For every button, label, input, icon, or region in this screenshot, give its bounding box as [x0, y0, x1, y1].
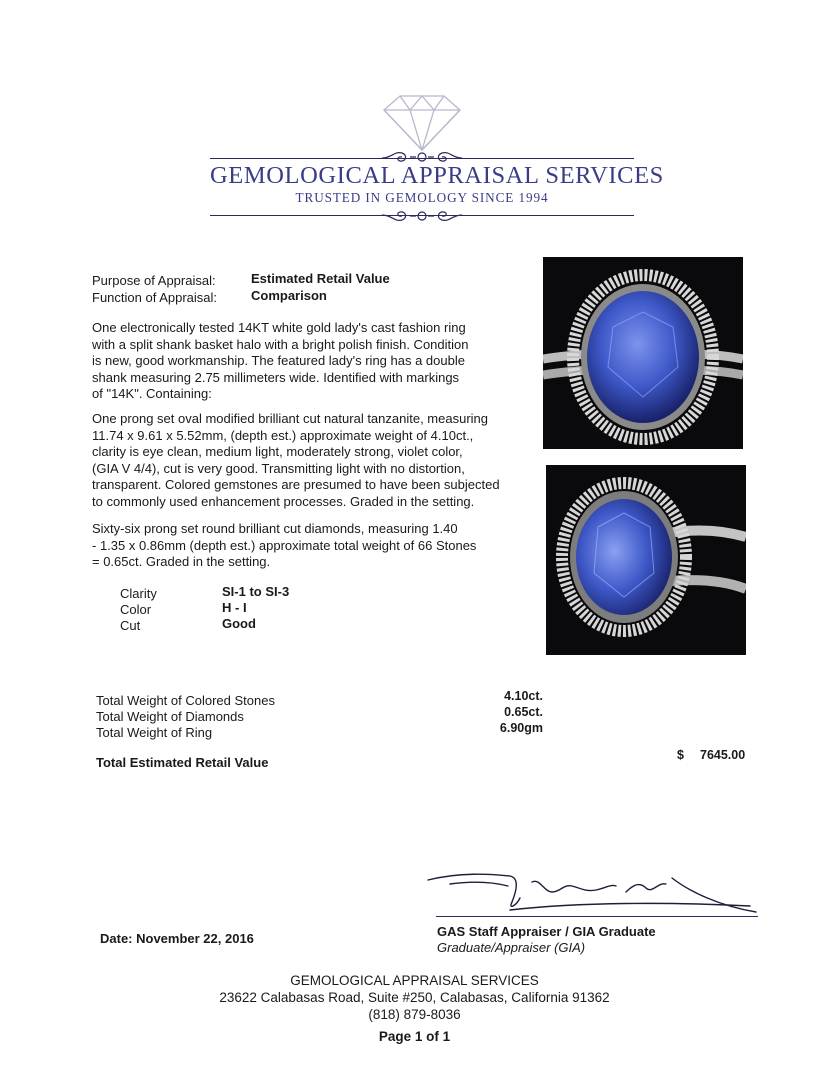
page-number: Page 1 of 1 — [378, 1029, 451, 1044]
company-tagline: TRUSTED IN GEMOLOGY SINCE 1994 — [295, 190, 549, 205]
appraiser-subtitle: Graduate/Appraiser (GIA) — [437, 940, 586, 955]
diamond-description — [92, 521, 532, 571]
company-name: GEMOLOGICAL APPRAISAL SERVICES — [210, 162, 664, 189]
description-line: Sixty-six prong set round brilliant cut diamonds, measuring 1.40 — [92, 521, 458, 536]
total-colored-stones-label: Total Weight of Colored Stones — [96, 693, 275, 708]
grading-label-color: Color — [120, 602, 152, 617]
description-line: One electronically tested 14KT white gold lady's cast fashion ring — [92, 320, 466, 335]
description-line: - 1.35 x 0.86mm (depth est.) approximate total weight of 66 Stones — [92, 537, 477, 553]
signature-line — [436, 916, 758, 917]
footer-address: 23622 Calabasas Road, Suite #250, Calabasas, California 91362 — [219, 990, 610, 1005]
footer-company: GEMOLOGICAL APPRAISAL SERVICES — [290, 973, 539, 988]
logo-diamond-icon — [380, 92, 464, 152]
purpose-value: Estimated Retail Value — [251, 271, 390, 286]
description-line: to commonly used enhancement processes. Graded in the setting. — [92, 493, 475, 509]
tanzanite-description — [92, 411, 532, 510]
description-line: shank measuring 2.75 millimeters wide. Identified with markings — [92, 369, 460, 385]
grading-value-color: H - I — [222, 600, 247, 615]
grading-label-clarity: Clarity — [120, 586, 157, 601]
purpose-label: Purpose of Appraisal: — [92, 273, 216, 288]
description-line: = 0.65ct. Graded in the setting. — [92, 554, 271, 569]
description-line: is new, good workmanship. The featured lady's ring has a double — [92, 353, 465, 368]
total-ring-weight-value: 6.90gm — [499, 721, 543, 735]
appraiser-title: GAS Staff Appraiser / GIA Graduate — [437, 924, 656, 939]
function-label: Function of Appraisal: — [92, 290, 218, 305]
grading-value-clarity: SI-1 to SI-3 — [222, 584, 290, 599]
total-diamonds-label: Total Weight of Diamonds — [96, 709, 244, 724]
grading-label-cut: Cut — [120, 618, 141, 633]
retail-amount: 7645.00 — [700, 748, 746, 762]
footer-phone: (818) 879-8036 — [368, 1007, 461, 1022]
description-line: One prong set oval modified brilliant cut natural tanzanite, measuring — [92, 411, 488, 426]
scroll-ornament-icon — [380, 207, 464, 225]
ring-photo-angled — [546, 465, 746, 655]
description-line: transparent. Colored gemstones are presumed to have been subjected — [92, 477, 500, 492]
appraisal-date: Date: November 22, 2016 — [100, 931, 254, 946]
description-line: 11.74 x 9.61 x 5.52mm, (depth est.) approximate weight of 4.10ct., — [92, 427, 474, 443]
grading-value-cut: Good — [222, 616, 256, 631]
retail-value-label: Total Estimated Retail Value — [96, 755, 269, 770]
ring-description — [92, 320, 532, 403]
description-line: with a split shank basket halo with a bright polish finish. Condition — [92, 336, 469, 352]
function-value: Comparison — [251, 288, 327, 303]
ring-photo-top — [543, 257, 743, 449]
description-line: of "14K". Containing: — [92, 386, 212, 401]
signature-icon — [420, 862, 760, 922]
retail-currency: $ — [677, 748, 684, 762]
total-ring-weight-label: Total Weight of Ring — [96, 725, 213, 740]
total-diamonds-value: 0.65ct. — [504, 705, 543, 719]
description-line: clarity is eye clean, medium light, moderately strong, violet color, — [92, 444, 463, 459]
total-colored-stones-value: 4.10ct. — [504, 689, 543, 703]
description-line: (GIA V 4/4), cut is very good. Transmitting light with no distortion, — [92, 460, 465, 476]
